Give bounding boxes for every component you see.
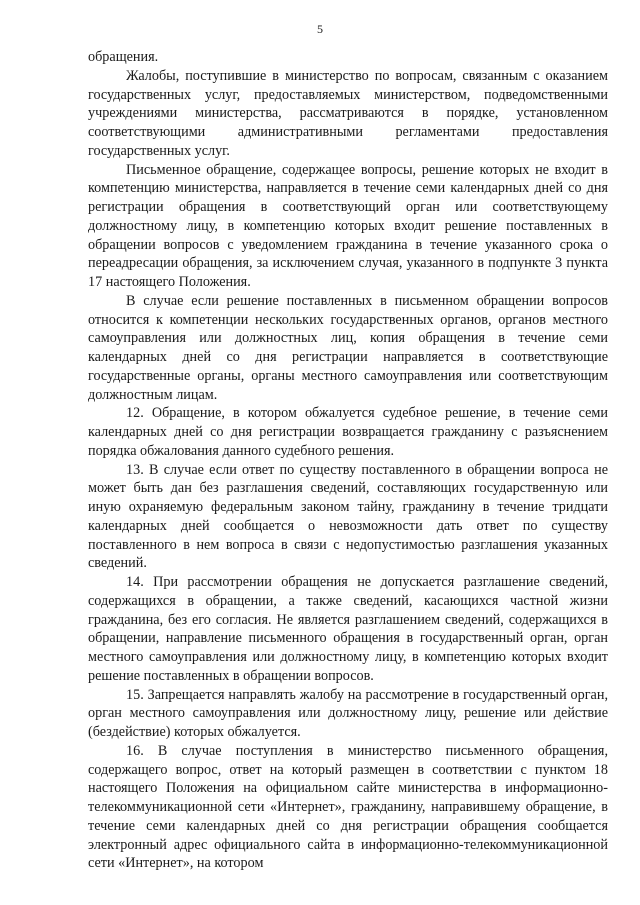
paragraph-redirect: Письменное обращение, содержащее вопросы, решение которых не входит в компетенцию министерства, направляется в течение семи календарных дней со дня регистрации обращения в соответствующий орган или соответствующему должностному лицу, в компетенцию которых входит решение поставленных в обращении вопросов с уведомлением гражданина в течение указанного срока о переадресации обращения, за исключением случая, указанного в подпункте 3 пункта 17 настоящего Положения. — [88, 161, 608, 290]
paragraph-item-14: 14. При рассмотрении обращения не допускается разглашение сведений, содержащихся в обращении, а также сведений, касающихся частной жизни гражданина, без его согласия. Не является разглашением сведений, содержащихся в обращении, направление письменного обращения в государственный орган, орган местного самоуправления или должностному лицу, в компетенцию которых входит решение поставленных в обращении вопросов. — [88, 574, 608, 684]
paragraph-complaints: Жалобы, поступившие в министерство по вопросам, связанным с оказанием государственных услуг, предоставляемых министерством, подведомственными учреждениями министерства, рассматриваются в порядке, установленном соответствующими административными регламентами предоставления государственных услуг. — [88, 67, 608, 159]
paragraph-item-12: 12. Обращение, в котором обжалуется судебное решение, в течение семи календарных дней со дня регистрации возвращается гражданину с разъяснением порядка обжалования данного судебного решения. — [88, 405, 608, 459]
paragraph-item-16: 16. В случае поступления в министерство письменного обращения, содержащего вопрос, ответ на который размещен в соответствии с пунктом 18 настоящего Положения на официальном сайте министерства в информационно-телекоммуникационной сети «Интернет», гражданину, направившему обращение, в течение семи календарных дней со дня регистрации обращения сообщается электронный адрес официального сайта в информационно-телекоммуникационной сети «Интернет», на котором — [88, 742, 608, 872]
paragraph-continuation: обращения. — [88, 49, 159, 65]
document-body — [88, 48, 608, 873]
paragraph-multiple-bodies: В случае если решение поставленных в письменном обращении вопросов относится к компетенции нескольких государственных органов, органов местного самоуправления или должностных лиц, копия обращения в течение семи календарных дней со дня регистрации направляется в соответствующие государственные органы, органы местного самоуправления или соответствующим должностным лицам. — [88, 292, 608, 403]
page-number: 5 — [317, 22, 323, 36]
paragraph-item-15: 15. Запрещается направлять жалобу на рассмотрение в государственный орган, орган местного самоуправления или должностному лицу, решение или действие (бездействие) которых обжалуется. — [88, 686, 608, 740]
paragraph-item-13: 13. В случае если ответ по существу поставленного в обращении вопроса не может быть дан без разглашения сведений, составляющих государственную или иную охраняемую федеральным законом тайну, гражданину в течение тридцати календарных дней сообщается о невозможности дать ответ по существу поставленного в нем вопроса в связи с недопустимостью разглашения указанных сведений. — [88, 461, 608, 572]
